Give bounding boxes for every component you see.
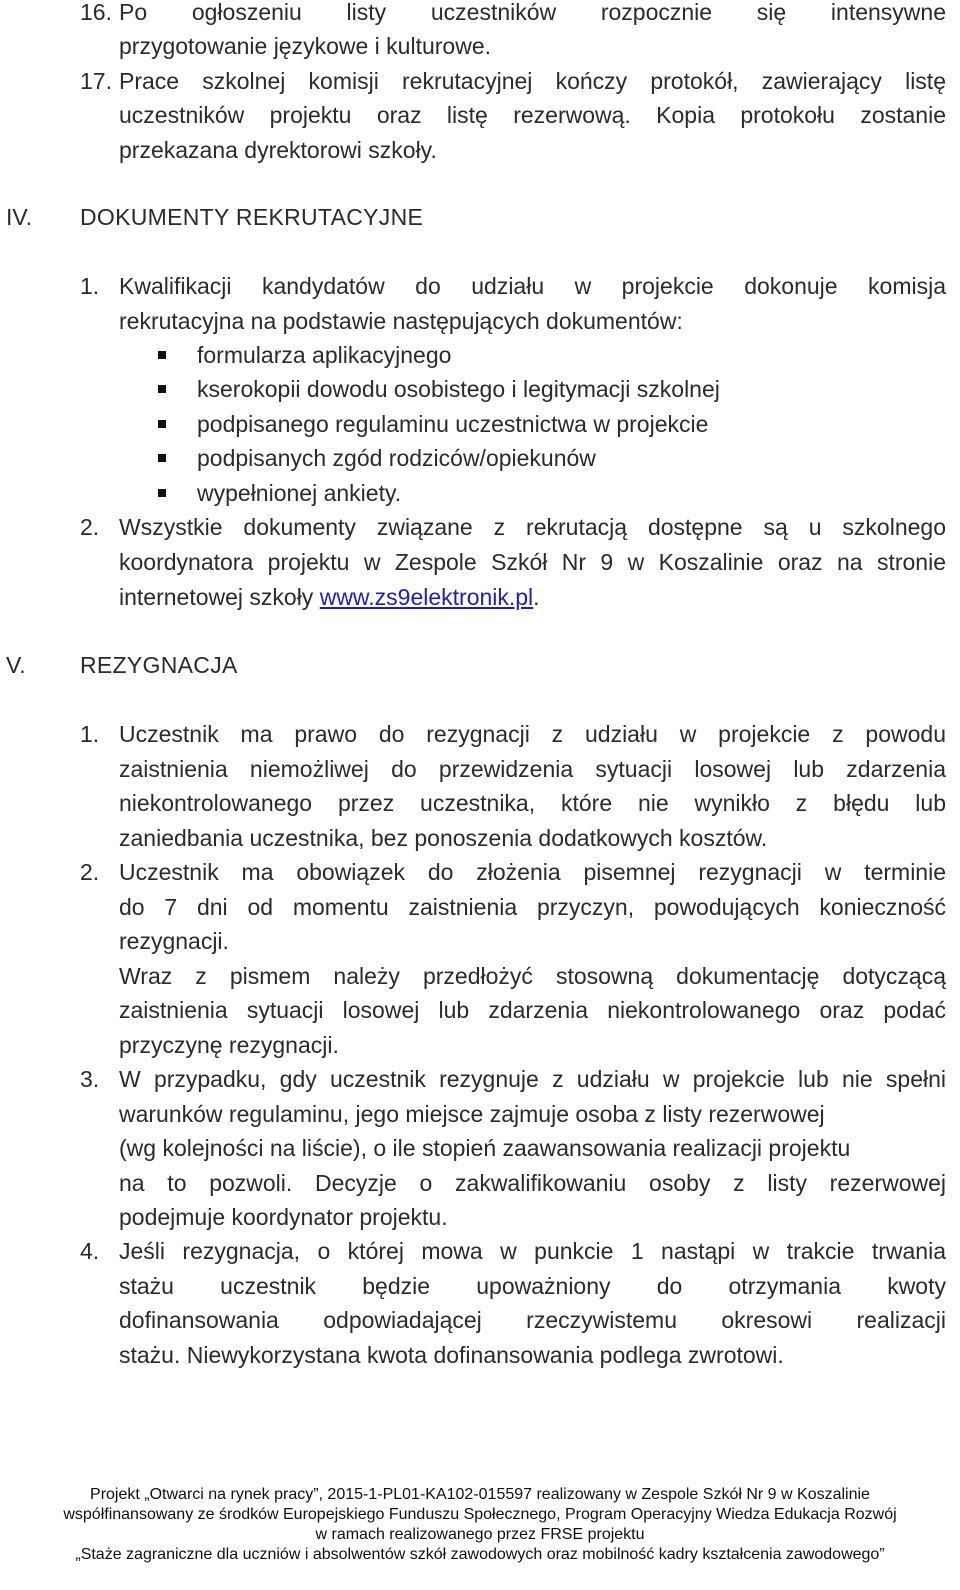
footer-line: współfinansowany ze środków Europejskiego Funduszu Społecznego, Program Operacyjny Wiedza Edukacja Rozwój bbox=[63, 1506, 897, 1523]
paragraph-line: podejmuje koordynator projektu. bbox=[119, 1204, 448, 1230]
list-item: podpisanych zgód rodziców/opiekunów bbox=[197, 445, 596, 471]
paragraph-text: internetowej szkoły bbox=[119, 584, 320, 610]
footer-line: Projekt „Otwarci na rynek pracy”, 2015-1-PL01-KA102-015597 realizowany w Zespole Szkół Nr 9 w Koszalinie bbox=[90, 1486, 870, 1503]
paragraph-line: na to pozwoli. Decyzje o zakwalifikowaniu osoby z listy rezerwowej bbox=[119, 1170, 946, 1196]
section-numeral: IV. bbox=[6, 204, 33, 230]
list-item: podpisanego regulaminu uczestnictwa w projekcie bbox=[197, 411, 709, 437]
bullet-icon bbox=[158, 489, 166, 497]
paragraph-line: rezygnacji. bbox=[119, 928, 229, 954]
bullet-icon bbox=[158, 385, 166, 393]
list-number: 3. bbox=[80, 1066, 100, 1092]
list-number: 2. bbox=[80, 859, 100, 885]
paragraph-line: Kwalifikacji kandydatów do udziału w projekcie dokonuje komisja bbox=[119, 273, 946, 299]
paragraph-line: przekazana dyrektorowi szkoły. bbox=[119, 137, 437, 163]
paragraph-line: Wszystkie dokumenty związane z rekrutacją dostępne są u szkolnego bbox=[119, 514, 946, 540]
list-number: 16. bbox=[80, 0, 112, 25]
paragraph-line: Jeśli rezygnacja, o której mowa w punkcie 1 nastąpi w trakcie trwania bbox=[119, 1238, 946, 1264]
paragraph-line: W przypadku, gdy uczestnik rezygnuje z udziału w projekcie lub nie spełni bbox=[119, 1066, 946, 1092]
paragraph-line: Uczestnik ma prawo do rezygnacji z udziału w projekcie z powodu bbox=[119, 721, 946, 747]
paragraph-line: niekontrolowanego przez uczestnika, które nie wynikło z błędu lub bbox=[119, 790, 946, 816]
section-heading: DOKUMENTY REKRUTACYJNE bbox=[80, 204, 424, 230]
footer-line: w ramach realizowanego przez FRSE projektu bbox=[315, 1526, 645, 1543]
list-number: 1. bbox=[80, 273, 100, 299]
footer-line: „Staże zagraniczne dla uczniów i absolwentów szkół zawodowych oraz mobilność kadry kształcenia zawodowego” bbox=[75, 1546, 885, 1563]
section-heading: REZYGNACJA bbox=[80, 652, 238, 678]
paragraph-line: zaistnienia sytuacji losowej lub zdarzenia niekontrolowanego oraz podać bbox=[119, 997, 946, 1023]
school-website-link[interactable]: www.zs9elektronik.pl bbox=[319, 584, 534, 610]
paragraph-line: stażu uczestnik będzie upoważniony do otrzymania kwoty bbox=[119, 1273, 946, 1299]
paragraph-line: przygotowanie językowe i kulturowe. bbox=[119, 33, 492, 59]
paragraph-line: do 7 dni od momentu zaistnienia przyczyn, powodujących konieczność bbox=[119, 894, 946, 920]
bullet-icon bbox=[158, 351, 166, 359]
paragraph-line: koordynatora projektu w Zespole Szkół Nr 9 w Koszalinie oraz na stronie bbox=[119, 549, 946, 575]
paragraph-line: stażu. Niewykorzystana kwota dofinansowania podlega zwrotowi. bbox=[119, 1342, 784, 1368]
paragraph-line: warunków regulaminu, jego miejsce zajmuje osoba z listy rezerwowej bbox=[119, 1101, 825, 1127]
bullet-icon bbox=[158, 454, 166, 462]
paragraph-line: zaniedbania uczestnika, bez ponoszenia dodatkowych kosztów. bbox=[119, 825, 768, 851]
bullet-icon bbox=[158, 420, 166, 428]
paragraph-line: zaistnienia niemożliwej do przewidzenia sytuacji losowej lub zdarzenia bbox=[119, 756, 946, 782]
paragraph-line: dofinansowania odpowiadającej rzeczywistemu okresowi realizacji bbox=[119, 1307, 946, 1333]
section-numeral: V. bbox=[6, 652, 26, 678]
list-number: 1. bbox=[80, 721, 100, 747]
paragraph-text: . bbox=[533, 584, 540, 610]
paragraph-line: uczestników projektu oraz listę rezerwową. Kopia protokołu zostanie bbox=[119, 102, 946, 128]
paragraph-line: rekrutacyjna na podstawie następujących dokumentów: bbox=[119, 308, 683, 334]
list-number: 2. bbox=[80, 514, 100, 540]
paragraph-line: (wg kolejności na liście), o ile stopień zaawansowania realizacji projektu bbox=[119, 1135, 851, 1161]
paragraph-line: przyczynę rezygnacji. bbox=[119, 1032, 339, 1058]
list-item: wypełnionej ankiety. bbox=[197, 480, 402, 506]
paragraph-line: Po ogłoszeniu listy uczestników rozpocznie się intensywne bbox=[119, 0, 946, 25]
paragraph-line: Prace szkolnej komisji rekrutacyjnej kończy protokół, zawierający listę bbox=[119, 68, 946, 94]
paragraph-line bbox=[119, 580, 540, 614]
list-number: 4. bbox=[80, 1238, 100, 1264]
paragraph-line: Wraz z pismem należy przedłożyć stosowną dokumentację dotyczącą bbox=[119, 963, 946, 989]
list-number: 17. bbox=[80, 68, 112, 94]
paragraph-line: Uczestnik ma obowiązek do złożenia pisemnej rezygnacji w terminie bbox=[119, 859, 946, 885]
list-item: kserokopii dowodu osobistego i legitymacji szkolnej bbox=[197, 376, 720, 402]
list-item: formularza aplikacyjnego bbox=[197, 342, 452, 368]
